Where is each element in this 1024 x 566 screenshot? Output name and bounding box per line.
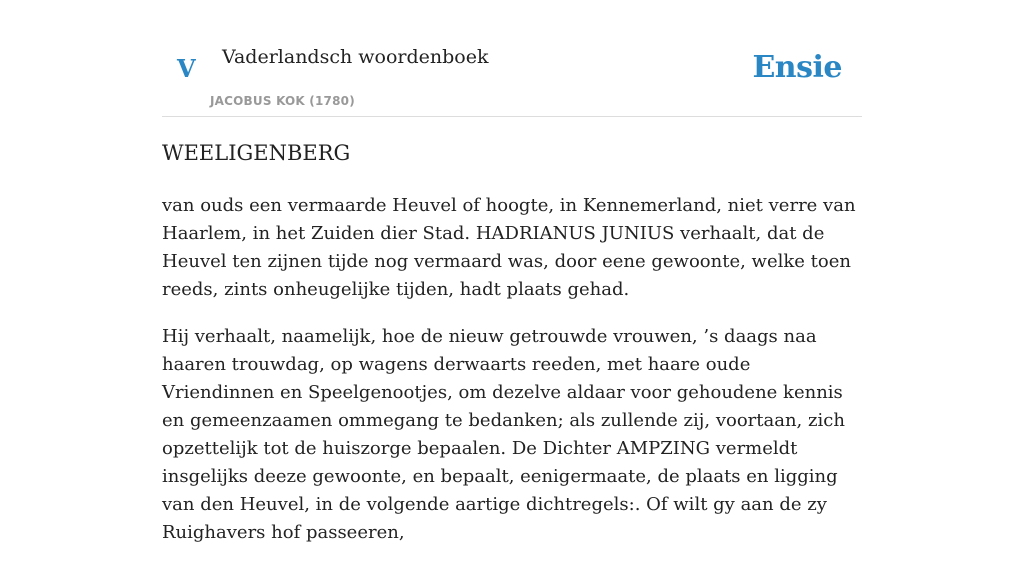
book-header xyxy=(162,0,862,117)
entry-paragraph: van ouds een vermaarde Heuvel of hoogte, in Kennemerland, niet verre van Haarlem, in het Zuiden dier Stad. HADRIANUS JUNIUS verhaalt, dat de Heuvel ten zijnen tijde nog vermaard was, door eene gewoonte, welke toen reeds, zints onheugelijke tijden, hadt plaats gehad. xyxy=(162,195,856,300)
entry-headword: WEELIGENBERG xyxy=(162,141,351,165)
entry-body xyxy=(162,192,862,566)
book-author: JACOBUS KOK (1780) xyxy=(210,94,355,108)
entry-paragraph: Hij verhaalt, naamelijk, hoe de nieuw getrouwde vrouwen, ’s daags naa haaren trouwdag, op wagens derwaarts reeden, met haare oude Vriendinnen en Speelgenootjes, om dezelve aldaar voor gehoudene kennis en gemeenzaamen ommegang te bedanken; als zullende zij, voortaan, zich opzettelijk tot de huiszorge bepaalen. De Dichter AMPZING vermeldt insgelijks deeze gewoonte, en bepaalt, eenigermaate, de plaats en ligging van den Heuvel, in de volgende aartige dichtregels:. Of wilt gy aan de zy Ruighavers hof passeeren, xyxy=(162,326,845,543)
ensie-logo-link[interactable]: Ensie xyxy=(752,50,842,85)
book-letter-link[interactable]: V xyxy=(177,54,196,83)
book-title-link[interactable]: Vaderlandsch woordenboek xyxy=(222,46,489,68)
